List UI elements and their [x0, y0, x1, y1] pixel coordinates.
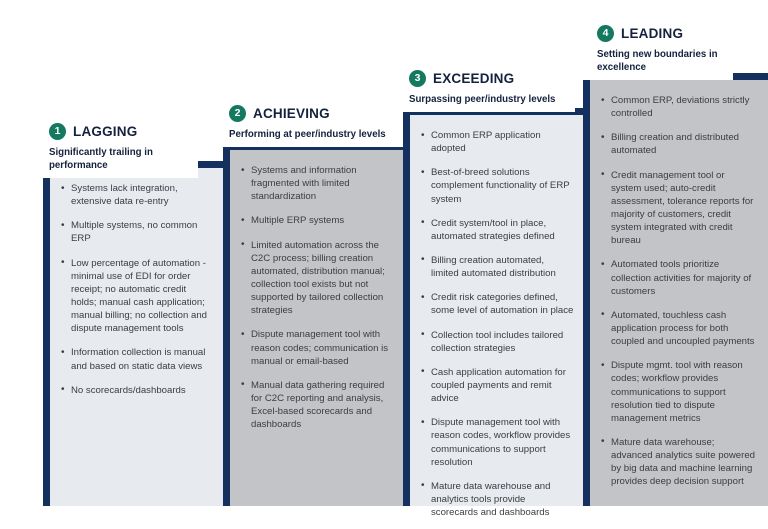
list-item: • Systems lack integration, extensive data re-entry: [61, 182, 214, 208]
stage-number-badge: 1: [49, 123, 66, 140]
stage-header-achieving: [223, 105, 403, 147]
list-item: • Dispute management tool with reason codes, workflow provides communications to support resolution: [421, 416, 574, 469]
stage-bullet-list-lagging: [50, 168, 225, 407]
list-item: • Automated tools prioritize collection activities for majority of customers: [601, 258, 757, 297]
list-item: • Best-of-breed solutions complement functionality of ERP system: [421, 166, 574, 205]
list-item: • Manual data gathering required for C2C reporting and analysis, Excel-based scorecards and dashboards: [241, 379, 394, 432]
list-item: • Billing creation and distributed automated: [601, 131, 757, 157]
list-item: • Mature data warehouse; advanced analytics suite powered by big data and machine learning provides deep decision support: [601, 436, 757, 489]
list-item: • Low percentage of automation - minimal use of EDI for order receipt; no automatic credit holds; manual cash application; manual billing; no collection and dispute management tools: [61, 257, 214, 336]
stage-header-lagging: [43, 123, 198, 178]
stage-column-achieving: [223, 105, 405, 506]
stage-body-achieving: [223, 143, 405, 506]
list-item: • Automated, touchless cash application process for both coupled and uncoupled payments: [601, 309, 757, 348]
list-item: • Mature data warehouse and analytics tools provide scorecards and dashboards: [421, 480, 574, 519]
stage-bullet-list-achieving: [230, 150, 405, 441]
list-item: • Common ERP application adopted: [421, 129, 574, 155]
list-item: • Credit system/tool in place, automated strategies defined: [421, 217, 574, 243]
list-item: • No scorecards/dashboards: [61, 384, 214, 397]
list-item: • Multiple ERP systems: [241, 214, 394, 227]
list-item: • Multiple systems, no common ERP: [61, 219, 214, 245]
stage-subtitle: Setting new boundaries in excellence: [597, 49, 718, 73]
stage-name-label: ACHIEVING: [253, 106, 330, 121]
list-item: • Dispute management tool with reason codes; communication is manual or email-based: [241, 328, 394, 367]
stage-column-exceeding: [403, 70, 585, 519]
list-item: • Limited automation across the C2C process; billing creation automated, distribution manual; collection tool exists but not supported by tailored collection strategies: [241, 239, 394, 318]
stage-subtitle: Surpassing peer/industry levels: [409, 94, 556, 105]
list-item: • Collection tool includes tailored collection strategies: [421, 329, 574, 355]
stage-name-label: LAGGING: [73, 124, 138, 139]
stage-header-leading: [583, 25, 733, 80]
stage-title-row: [597, 25, 727, 42]
list-item: • Credit risk categories defined, some level of automation in place: [421, 291, 574, 317]
stage-column-lagging: [43, 123, 225, 506]
stage-subtitle: Performing at peer/industry levels: [229, 129, 386, 140]
stage-body-lagging: [43, 161, 225, 506]
stage-body-exceeding: [403, 108, 585, 519]
stage-title-row: [409, 70, 569, 87]
stage-number-badge: 2: [229, 105, 246, 122]
stage-bullet-list-leading: [590, 80, 768, 499]
list-item: • Systems and information fragmented with limited standardization: [241, 164, 394, 203]
list-item: • Information collection is manual and based on static data views: [61, 346, 214, 372]
list-item: • Dispute mgmt. tool with reason codes; workflow provides communications to support resolution tied to dispute management metrics: [601, 359, 757, 425]
list-item: • Cash application automation for coupled payments and remit advice: [421, 366, 574, 405]
stage-name-label: LEADING: [621, 26, 684, 41]
stage-body-leading: [583, 73, 768, 506]
stage-title-row: [229, 105, 397, 122]
stage-subtitle: Significantly trailing in performance: [49, 147, 153, 171]
stage-number-badge: 3: [409, 70, 426, 87]
list-item: • Billing creation automated, limited automated distribution: [421, 254, 574, 280]
stage-number-badge: 4: [597, 25, 614, 42]
stage-bullet-list-exceeding: [410, 115, 585, 529]
stage-title-row: [49, 123, 192, 140]
stage-name-label: EXCEEDING: [433, 71, 515, 86]
stage-column-leading: [583, 25, 768, 506]
list-item: • Common ERP, deviations strictly controlled: [601, 94, 757, 120]
stage-header-exceeding: [403, 70, 575, 112]
list-item: • Credit management tool or system used; auto-credit assessment, tolerance reports for majority of customers, credit system integrated with credit bureau: [601, 169, 757, 248]
